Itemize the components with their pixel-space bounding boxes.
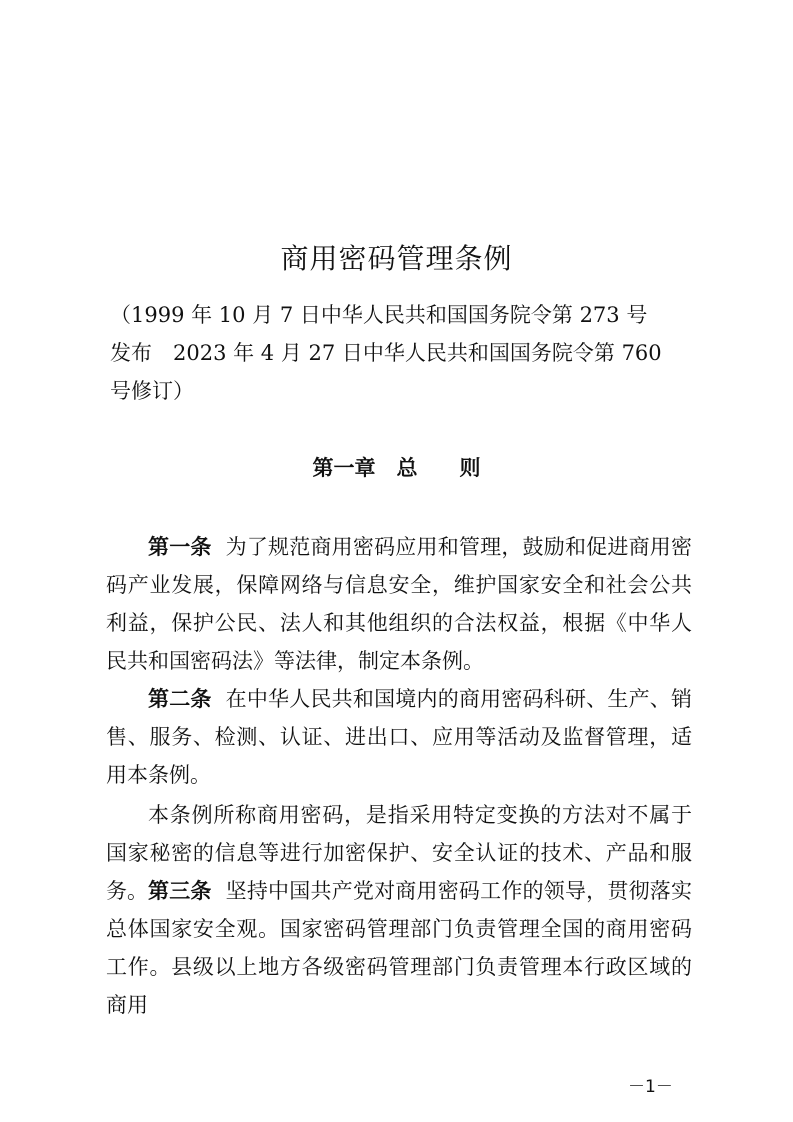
article-text: 为了规范商用密码应用和管理，鼓励和促进商用密码产业发展，保障网络与信息安全，维护国家安全和社会公共利益，保护公民、法人和其他组织的合法权益，根据《中华人民共和国密码法》等法律，制定本条例。 (106, 535, 692, 673)
article-paragraph (106, 872, 692, 1024)
promulgation-note (110, 296, 690, 410)
page-number: －1－ (628, 1077, 673, 1097)
article-paragraph (106, 680, 692, 794)
article-text: 本条例所称商用密码，是指采用特定变换的方法对不属于国家秘密的信息等进行加密保护、安全认证的技术、产品和服务。 (106, 803, 692, 903)
document-title: 商用密码管理条例 (280, 241, 513, 275)
article-number: 第一条 (148, 535, 212, 559)
note-line: （1999 年 10 月 7 日中华人民共和国国务院令第 273 号 (110, 303, 648, 327)
article-number: 第二条 (148, 687, 212, 711)
article-number: 第三条 (148, 879, 212, 903)
article-text: 在中华人民共和国境内的商用密码科研、生产、销售、服务、检测、认证、进出口、应用等活动及监督管理，适用本条例。 (106, 687, 692, 787)
note-line: 号修订） (110, 379, 194, 403)
article-paragraph (106, 528, 692, 680)
article-text: 坚持中国共产党对商用密码工作的领导，贯彻落实总体国家安全观。国家密码管理部门负责管理全国的商用密码工作。县级以上地方各级密码管理部门负责管理本行政区域的商用 (106, 879, 692, 1017)
note-line: 发布 2023 年 4 月 27 日中华人民共和国国务院令第 760 (110, 341, 662, 365)
chapter-heading: 第一章 总 则 (312, 456, 481, 480)
